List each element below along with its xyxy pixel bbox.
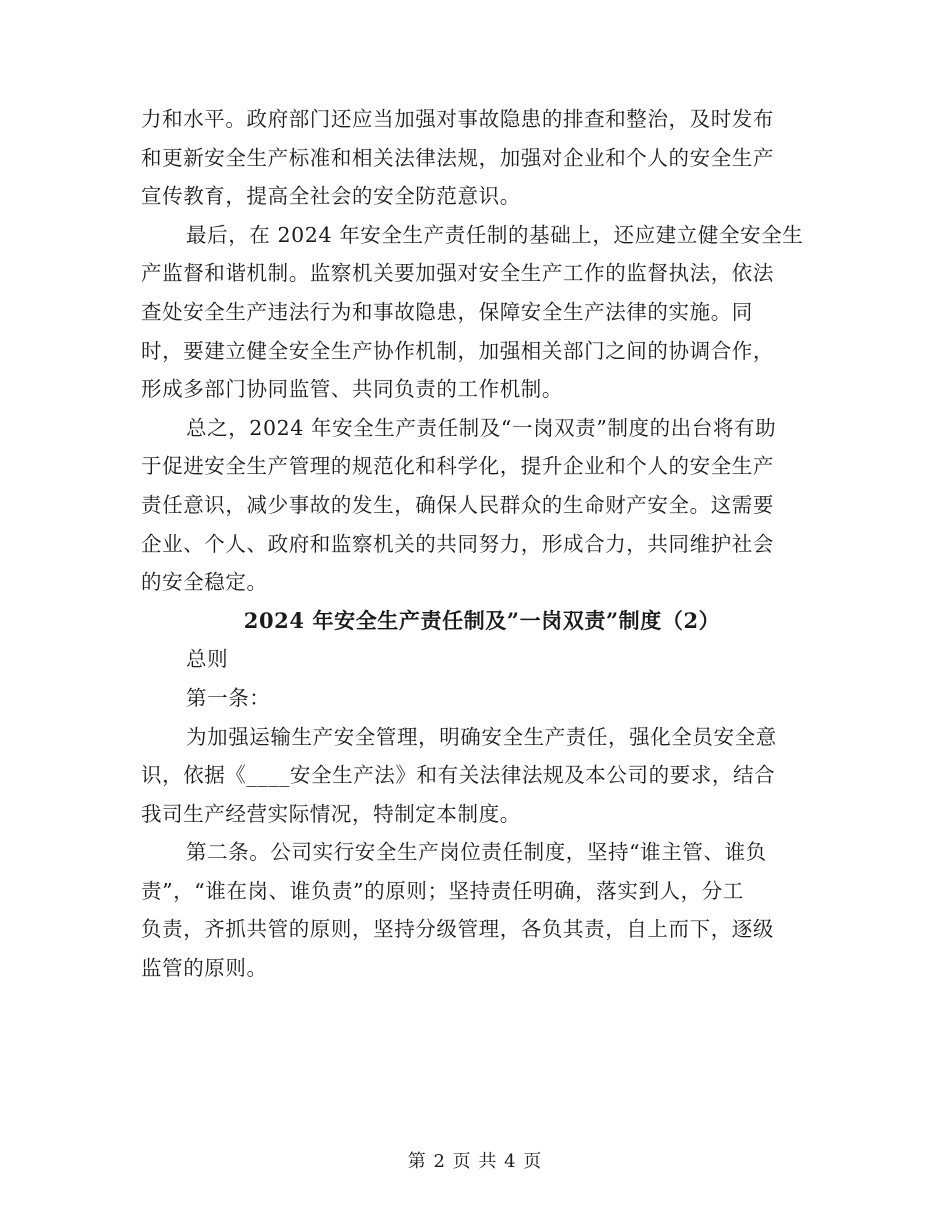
- page-footer: 第 2 页 共 4 页: [407, 1151, 543, 1172]
- paragraph-line: 形成多部门协同监管、共同负责的工作机制。: [141, 377, 563, 402]
- paragraph-line: 总则: [186, 647, 229, 672]
- article-2-text: [141, 833, 811, 987]
- paragraph-line: 宣传教育，提高全社会的安全防范意识。: [141, 184, 521, 209]
- paragraph-1: [141, 100, 811, 216]
- paragraph-line: 总之，2024 年安全生产责任制及“一岗双责”制度的出台将有助: [186, 415, 777, 440]
- paragraph-3: [141, 409, 811, 602]
- paragraph-line: 最后，在 2024 年安全生产责任制的基础上，还应建立健全安全生: [186, 222, 804, 247]
- section-label-general: [141, 640, 811, 679]
- paragraph-line: 查处安全生产违法行为和事故隐患，保障安全生产法律的实施。同: [141, 299, 753, 324]
- section-heading: 2024 年安全生产责任制及”一岗双责”制度（2）: [243, 607, 721, 633]
- article-1-text: [141, 718, 811, 834]
- paragraph-2: [141, 216, 811, 409]
- paragraph-line: 我司生产经营实际情况，特制定本制度。: [141, 801, 521, 826]
- document-body: [141, 100, 811, 988]
- paragraph-line: 责任意识，减少事故的发生，确保人民群众的生命财产安全。这需要: [141, 492, 774, 517]
- paragraph-line: 第二条。公司实行安全生产岗位责任制度，坚持“谁主管、谁负: [186, 840, 767, 865]
- paragraph-line: 第一条：: [186, 685, 271, 710]
- paragraph-line: 识，依据《____安全生产法》和有关法律法规及本公司的要求，结合: [141, 763, 776, 788]
- paragraph-line: 监管的原则。: [141, 956, 268, 981]
- paragraph-line: 负责，齐抓共管的原则，坚持分级管理，各负其责，自上而下，逐级: [141, 917, 774, 942]
- paragraph-line: 时，要建立健全安全生产协作机制，加强相关部门之间的协调合作，: [141, 338, 774, 363]
- paragraph-line: 力和水平。政府部门还应当加强对事故隐患的排查和整治，及时发布: [141, 107, 774, 131]
- paragraph-line: 责”，“谁在岗、谁负责”的原则；坚持责任明确，落实到人，分工: [141, 878, 744, 903]
- paragraph-line: 于促进安全生产管理的规范化和科学化，提升企业和个人的安全生产: [141, 454, 774, 479]
- paragraph-line: 和更新安全生产标准和相关法律法规，加强对企业和个人的安全生产: [141, 145, 774, 170]
- article-1-label: [141, 679, 811, 718]
- paragraph-line: 产监督和谐机制。监察机关要加强对安全生产工作的监督执法，依法: [141, 261, 774, 286]
- paragraph-line: 为加强运输生产安全管理，明确安全生产责任，强化全员安全意: [186, 724, 777, 749]
- paragraph-line: 的安全稳定。: [141, 570, 268, 595]
- paragraph-line: 企业、个人、政府和监察机关的共同努力，形成合力，共同维护社会: [141, 531, 774, 556]
